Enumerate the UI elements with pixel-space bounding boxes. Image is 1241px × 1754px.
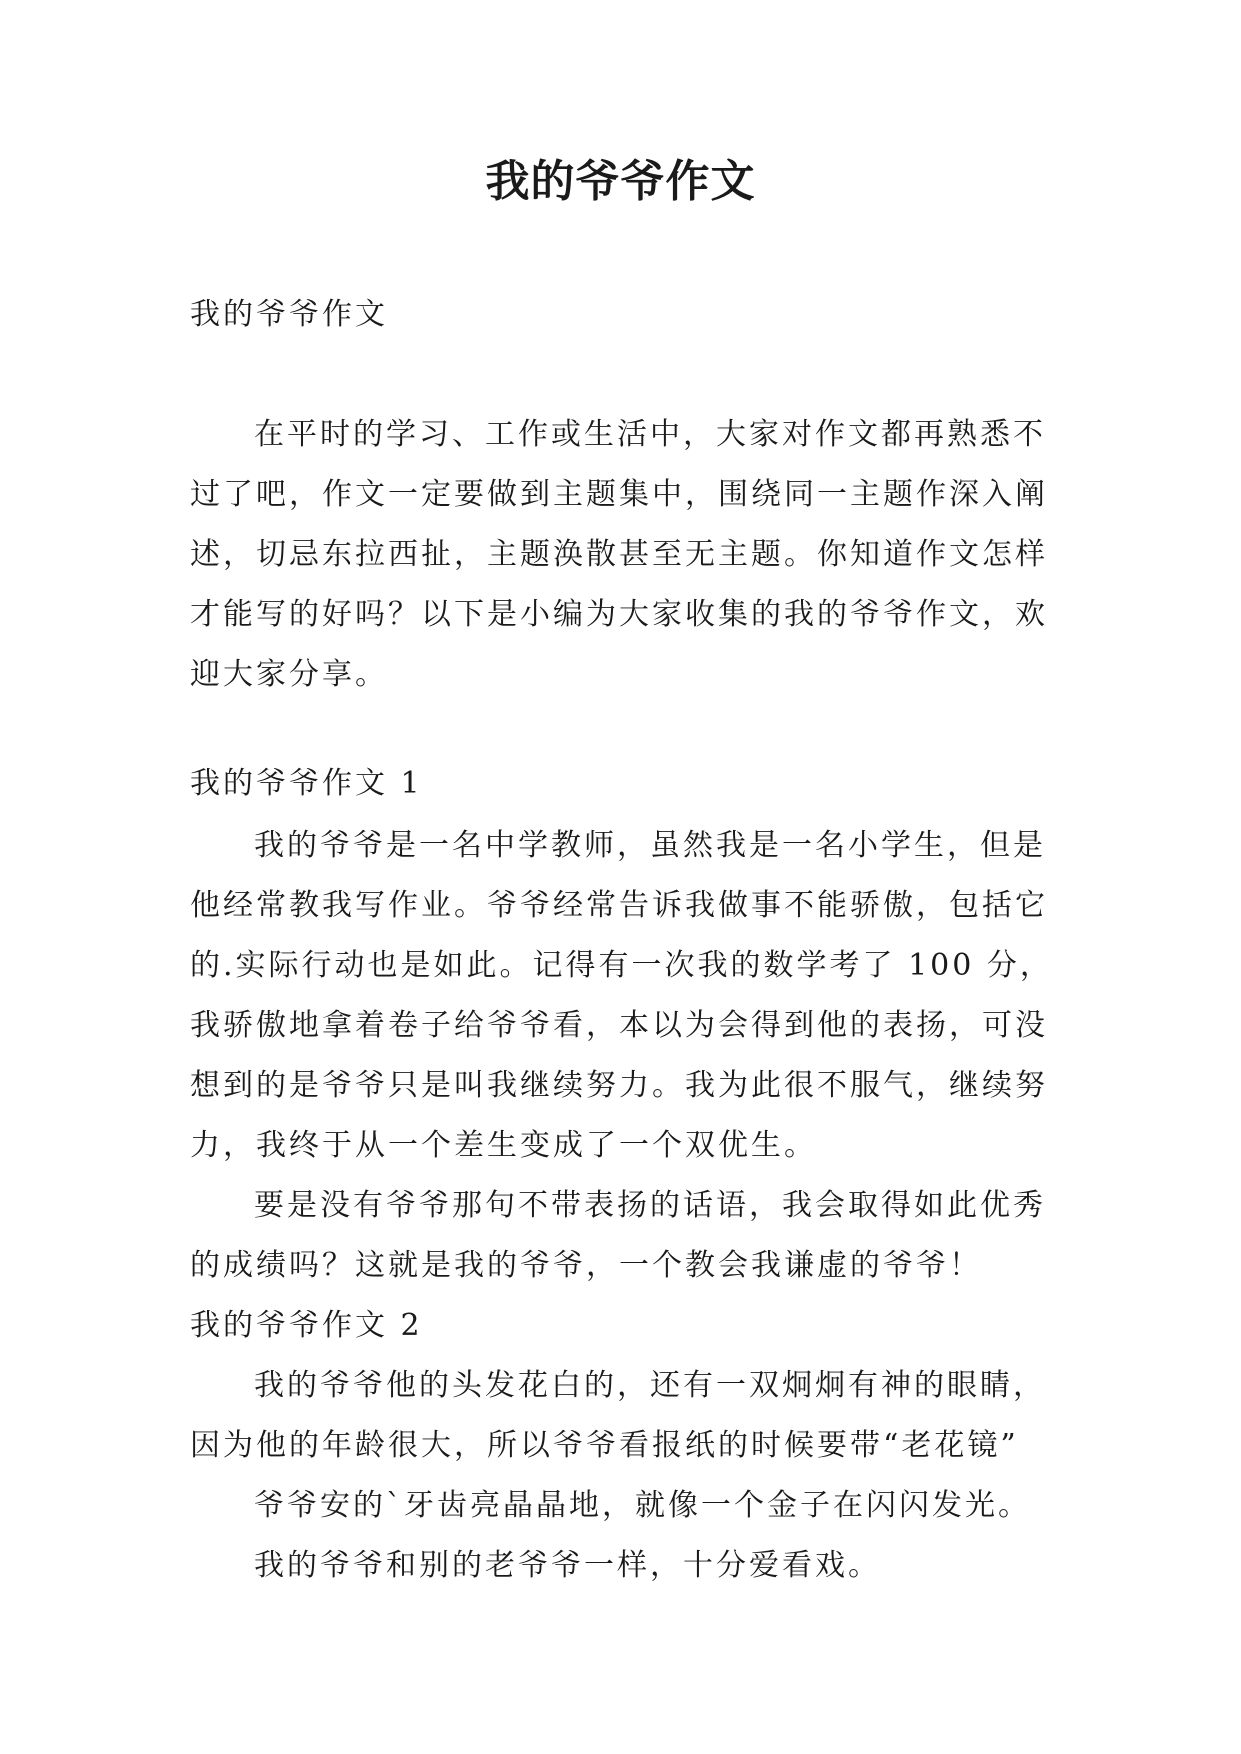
- document-body: [190, 285, 1070, 1596]
- text-line: 我骄傲地拿着卷子给爷爷看，本以为会得到他的表扬，可没: [190, 1008, 1048, 1043]
- text-line: 述，切忌东拉西扯，主题涣散甚至无主题。你知道作文怎样: [190, 537, 1048, 572]
- text-line: 才能写的好吗？以下是小编为大家收集的我的爷爷作文，欢: [190, 597, 1048, 632]
- essay-heading: 我的爷爷作文 1: [190, 766, 423, 801]
- text-line: 的成绩吗？这就是我的爷爷，一个教会我谦虚的爷爷！: [190, 1248, 982, 1283]
- essay-paragraph: [190, 1356, 1070, 1476]
- text-line: 我的爷爷是一名中学教师，虽然我是一名小学生，但是: [254, 828, 1046, 863]
- text-line: 因为他的年龄很大，所以爷爷看报纸的时候要带“老花镜”: [190, 1428, 1019, 1463]
- essay-paragraph: 爷爷安的`牙齿亮晶晶地，就像一个金子在闪闪发光。: [254, 1488, 1031, 1523]
- text-line: 想到的是爷爷只是叫我继续努力。我为此很不服气，继续努: [190, 1068, 1048, 1103]
- text-line: 力，我终于从一个差生变成了一个双优生。: [190, 1128, 817, 1163]
- essay-paragraph: [190, 816, 1070, 1176]
- text-line: 要是没有爷爷那句不带表扬的话语，我会取得如此优秀: [254, 1188, 1046, 1223]
- spacer: [190, 705, 1070, 754]
- intro-paragraph: [190, 405, 1070, 705]
- text-line: 迎大家分享。: [190, 657, 388, 692]
- text-line: 他经常教我写作业。爷爷经常告诉我做事不能骄傲，包括它: [190, 888, 1048, 923]
- text-line: 过了吧，作文一定要做到主题集中，围绕同一主题作深入阐: [190, 477, 1048, 512]
- essay-2: [190, 1296, 1070, 1596]
- document-subtitle: 我的爷爷作文: [190, 297, 388, 332]
- text-line: 我的爷爷他的头发花白的，还有一双炯炯有神的眼睛，: [254, 1368, 1046, 1403]
- text-line: 在平时的学习、工作或生活中，大家对作文都再熟悉不: [254, 417, 1046, 452]
- essay-1: [190, 754, 1070, 1296]
- essay-paragraph: [190, 1176, 1070, 1296]
- text-line: 的.实际行动也是如此。记得有一次我的数学考了 100 分，: [190, 948, 1053, 983]
- essay-heading: 我的爷爷作文 2: [190, 1308, 423, 1343]
- document-title: 我的爷爷作文: [485, 156, 756, 207]
- spacer: [190, 345, 1070, 405]
- essay-paragraph: 我的爷爷和别的老爷爷一样，十分爱看戏。: [254, 1548, 881, 1583]
